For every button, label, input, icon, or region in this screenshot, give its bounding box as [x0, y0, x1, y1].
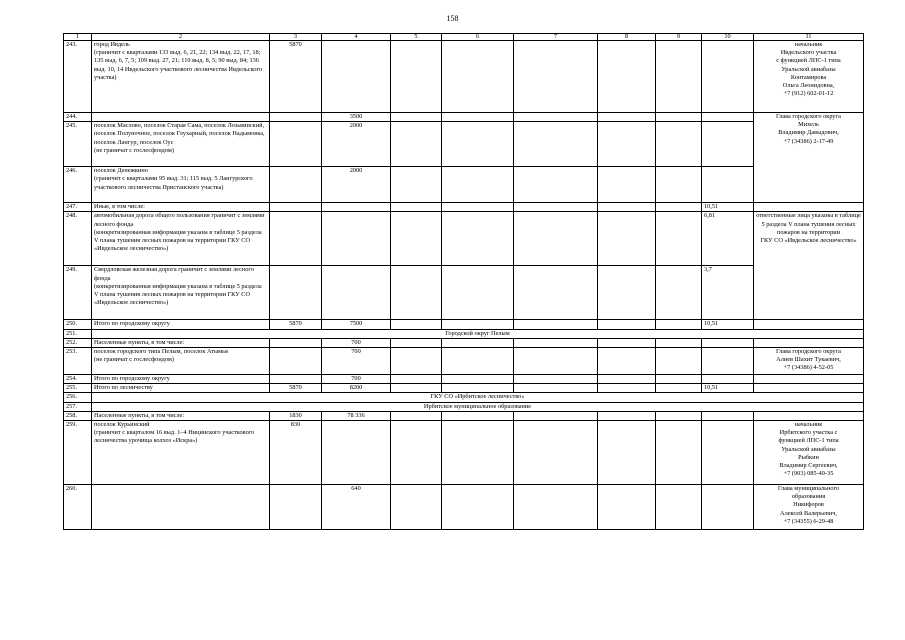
- header-cell: 9: [656, 34, 702, 41]
- row-number-cell: 249.: [64, 266, 92, 320]
- column-7-cell: [514, 212, 598, 266]
- column-6-cell: [442, 485, 514, 530]
- column-4-cell: [322, 266, 391, 320]
- column-3-cell: [270, 348, 322, 375]
- header-cell: 3: [270, 34, 322, 41]
- contact-person-cell: Глава городского округа Алиев Шахит Тукаевич, +7 (34386) 4-52-05: [754, 348, 864, 375]
- header-cell: 6: [442, 34, 514, 41]
- header-cell: 4: [322, 34, 391, 41]
- column-8-cell: [598, 485, 656, 530]
- territory-name-cell: Населенные пункты, в том числе:: [92, 338, 270, 347]
- table-row: [64, 338, 864, 347]
- column-4-cell: [322, 203, 391, 212]
- territory-name-cell: [92, 113, 270, 122]
- column-6-cell: [442, 375, 514, 384]
- territory-name-cell: Итого по городскому округу: [92, 375, 270, 384]
- column-5-cell: [391, 485, 442, 530]
- column-6-cell: [442, 338, 514, 347]
- section-title-cell: ГКУ СО «Ирбитское лесничество»: [92, 393, 864, 402]
- column-6-cell: [442, 411, 514, 420]
- column-9-cell: [656, 122, 702, 167]
- territory-name-cell: автомобильная дорога общего пользования граничит с землями лесного фонда (конкретизированная информация указана в таблице 5 раздела V плана тушения лесных пожаров на территории ГКУ СО «Ивдельское лесничество»): [92, 212, 270, 266]
- column-4-cell: 700: [322, 375, 391, 384]
- column-10-cell: 10,51: [702, 203, 754, 212]
- table-row: [64, 485, 864, 530]
- column-10-cell: [702, 375, 754, 384]
- column-4-cell: 8200: [322, 384, 391, 393]
- column-10-cell: 10,51: [702, 384, 754, 393]
- territory-name-cell: [92, 485, 270, 530]
- column-4-cell: 640: [322, 485, 391, 530]
- column-7-cell: [514, 167, 598, 203]
- column-3-cell: [270, 375, 322, 384]
- territory-name-cell: поселок Курьинский (граничит с кварталом 16 выд. 1–4 Ницинского участкового лесничества урочища колхоз «Искра»): [92, 421, 270, 485]
- table-row: [64, 113, 864, 122]
- section-title-cell: Городской округ Пелым: [92, 329, 864, 338]
- table-row: [64, 375, 864, 384]
- column-9-cell: [656, 41, 702, 113]
- column-3-cell: [270, 212, 322, 266]
- column-8-cell: [598, 375, 656, 384]
- column-9-cell: [656, 375, 702, 384]
- column-5-cell: [391, 122, 442, 167]
- header-row: [64, 34, 864, 41]
- column-9-cell: [656, 485, 702, 530]
- column-8-cell: [598, 338, 656, 347]
- row-number-cell: 255.: [64, 384, 92, 393]
- column-10-cell: [702, 411, 754, 420]
- territory-name-cell: поселок городского типа Пелым, поселок Атымья (не граничат с гослесфондом): [92, 348, 270, 375]
- column-6-cell: [442, 348, 514, 375]
- column-4-cell: 3500: [322, 113, 391, 122]
- row-number-cell: 250.: [64, 320, 92, 329]
- territory-name-cell: город Ивдель (граничит с кварталами 133 выд. 6, 21, 22; 134 выд. 22, 17, 18; 135 выд. 6, 7, 5; 109 выд. 27, 21; 110 выд. 8, 5; 90 выд. 84; 136 выд. 10, 14 Ивдельского участкового лесничества Ивдельского участка): [92, 41, 270, 113]
- header-cell: 2: [92, 34, 270, 41]
- column-7-cell: [514, 375, 598, 384]
- column-9-cell: [656, 411, 702, 420]
- row-number-cell: 253.: [64, 348, 92, 375]
- row-number-cell: 243.: [64, 41, 92, 113]
- table-row: [64, 203, 864, 212]
- column-8-cell: [598, 320, 656, 329]
- row-number-cell: 251.: [64, 329, 92, 338]
- column-8-cell: [598, 384, 656, 393]
- column-3-cell: [270, 266, 322, 320]
- column-9-cell: [656, 421, 702, 485]
- column-4-cell: 700: [322, 338, 391, 347]
- row-number-cell: 257.: [64, 402, 92, 411]
- column-9-cell: [656, 384, 702, 393]
- column-10-cell: 3,7: [702, 266, 754, 320]
- contact-person-cell: начальник Ирбитского участка с функцией ЛПС-1 типа Уральской авиабазы Рыбкин Владимир Сергеевич, +7 (903) 085-49-35: [754, 421, 864, 485]
- column-10-cell: [702, 41, 754, 113]
- column-5-cell: [391, 203, 442, 212]
- column-11-cell: [754, 384, 864, 393]
- column-8-cell: [598, 167, 656, 203]
- page-number: 158: [446, 14, 459, 23]
- column-7-cell: [514, 122, 598, 167]
- column-3-cell: [270, 167, 322, 203]
- column-8-cell: [598, 122, 656, 167]
- column-5-cell: [391, 167, 442, 203]
- column-3-cell: 5870: [270, 384, 322, 393]
- column-10-cell: [702, 348, 754, 375]
- column-10-cell: [702, 122, 754, 167]
- column-6-cell: [442, 113, 514, 122]
- column-8-cell: [598, 212, 656, 266]
- row-number-cell: 245.: [64, 122, 92, 167]
- row-number-cell: 248.: [64, 212, 92, 266]
- column-11-cell: [754, 203, 864, 212]
- header-cell: 1: [64, 34, 92, 41]
- column-4-cell: [322, 212, 391, 266]
- table-row: [64, 402, 864, 411]
- column-9-cell: [656, 113, 702, 122]
- column-3-cell: [270, 203, 322, 212]
- column-6-cell: [442, 167, 514, 203]
- column-11-cell: [754, 411, 864, 420]
- column-5-cell: [391, 320, 442, 329]
- column-8-cell: [598, 203, 656, 212]
- row-number-cell: 256.: [64, 393, 92, 402]
- table-row: [64, 329, 864, 338]
- header-cell: 5: [391, 34, 442, 41]
- column-9-cell: [656, 320, 702, 329]
- territory-name-cell: Итого по лесничеству: [92, 384, 270, 393]
- column-3-cell: [270, 485, 322, 530]
- column-5-cell: [391, 384, 442, 393]
- table-row: [64, 384, 864, 393]
- column-7-cell: [514, 203, 598, 212]
- column-10-cell: 10,51: [702, 320, 754, 329]
- column-3-cell: 1830: [270, 411, 322, 420]
- column-5-cell: [391, 41, 442, 113]
- column-5-cell: [391, 348, 442, 375]
- column-9-cell: [656, 203, 702, 212]
- table-row: [64, 411, 864, 420]
- column-10-cell: 6,81: [702, 212, 754, 266]
- column-7-cell: [514, 348, 598, 375]
- table-row: [64, 122, 864, 167]
- column-7-cell: [514, 421, 598, 485]
- column-10-cell: [702, 485, 754, 530]
- territory-name-cell: поселок Денежкино (граничит с кварталами 95 выд. 31; 115 выд. 5 Лангурского участкового лесничества Пристанского участка): [92, 167, 270, 203]
- column-5-cell: [391, 421, 442, 485]
- column-8-cell: [598, 411, 656, 420]
- row-number-cell: 252.: [64, 338, 92, 347]
- row-number-cell: 244.: [64, 113, 92, 122]
- column-3-cell: [270, 338, 322, 347]
- column-6-cell: [442, 320, 514, 329]
- column-8-cell: [598, 421, 656, 485]
- column-5-cell: [391, 266, 442, 320]
- header-cell: 11: [754, 34, 864, 41]
- table-row: [64, 421, 864, 485]
- table-row: [64, 348, 864, 375]
- territory-name-cell: Свердловская железная дорога граничит с землями лесного фонда (конкретизированная информация указана в таблице 5 раздела V плана тушения лесных пожаров на территории ГКУ СО «Ивдельское лесничество»): [92, 266, 270, 320]
- column-4-cell: [322, 421, 391, 485]
- column-4-cell: 7500: [322, 320, 391, 329]
- column-10-cell: [702, 113, 754, 122]
- column-8-cell: [598, 41, 656, 113]
- column-9-cell: [656, 212, 702, 266]
- contact-person-cell: Глава городского округа Михель Владимир Давыдович, +7 (34386) 2-17-49: [754, 113, 864, 203]
- column-6-cell: [442, 266, 514, 320]
- table-row: [64, 212, 864, 266]
- column-6-cell: [442, 421, 514, 485]
- column-7-cell: [514, 411, 598, 420]
- column-7-cell: [514, 485, 598, 530]
- row-number-cell: 258.: [64, 411, 92, 420]
- row-number-cell: 260.: [64, 485, 92, 530]
- contact-person-cell: ответственные лица указаны в таблице 5 раздела V плана тушения лесных пожаров на территории ГКУ СО «Ивдельское лесничество»: [754, 212, 864, 320]
- column-7-cell: [514, 338, 598, 347]
- column-8-cell: [598, 113, 656, 122]
- table-row: [64, 266, 864, 320]
- row-number-cell: 254.: [64, 375, 92, 384]
- column-11-cell: [754, 338, 864, 347]
- contact-person-cell: Глава муниципального образования Никифоров Алексей Валерьевич, +7 (34355) 6-29-48: [754, 485, 864, 530]
- row-number-cell: 246.: [64, 167, 92, 203]
- section-title-cell: Ирбитское муниципальное образование: [92, 402, 864, 411]
- header-cell: 8: [598, 34, 656, 41]
- table-row: [64, 320, 864, 329]
- column-10-cell: [702, 167, 754, 203]
- column-4-cell: 2000: [322, 167, 391, 203]
- column-9-cell: [656, 338, 702, 347]
- forest-fire-table: [63, 33, 864, 530]
- column-9-cell: [656, 348, 702, 375]
- territory-name-cell: Населенные пункты, в том числе:: [92, 411, 270, 420]
- column-5-cell: [391, 411, 442, 420]
- column-8-cell: [598, 348, 656, 375]
- territory-name-cell: Иные, в том числе:: [92, 203, 270, 212]
- row-number-cell: 247.: [64, 203, 92, 212]
- header-cell: 10: [702, 34, 754, 41]
- column-9-cell: [656, 266, 702, 320]
- row-number-cell: 259.: [64, 421, 92, 485]
- column-5-cell: [391, 375, 442, 384]
- column-3-cell: 830: [270, 421, 322, 485]
- column-6-cell: [442, 384, 514, 393]
- table-row: [64, 167, 864, 203]
- column-6-cell: [442, 122, 514, 167]
- column-4-cell: 2000: [322, 122, 391, 167]
- column-4-cell: 700: [322, 348, 391, 375]
- column-7-cell: [514, 320, 598, 329]
- contact-person-cell: начальник Ивдельского участка с функцией ЛПС-1 типа Уральской авиабазы Контамирова Ольга Леонидовна, +7 (912) 602-01-12: [754, 41, 864, 113]
- column-3-cell: 5870: [270, 41, 322, 113]
- territory-name-cell: поселок Маслово, поселок Старая Сама, поселок Лозьвинский, поселок Полуночное, поселок Глухарный, поселок Надымовка, поселок Лангур, поселок Оус (не граничат с гослесфондом): [92, 122, 270, 167]
- column-8-cell: [598, 266, 656, 320]
- column-3-cell: 5870: [270, 320, 322, 329]
- column-3-cell: [270, 122, 322, 167]
- column-10-cell: [702, 338, 754, 347]
- header-cell: 7: [514, 34, 598, 41]
- column-7-cell: [514, 384, 598, 393]
- column-5-cell: [391, 113, 442, 122]
- column-10-cell: [702, 421, 754, 485]
- column-6-cell: [442, 212, 514, 266]
- column-4-cell: [322, 41, 391, 113]
- territory-name-cell: Итого по городскому округу: [92, 320, 270, 329]
- column-9-cell: [656, 167, 702, 203]
- column-4-cell: 78 336: [322, 411, 391, 420]
- column-6-cell: [442, 203, 514, 212]
- column-11-cell: [754, 320, 864, 329]
- column-7-cell: [514, 266, 598, 320]
- column-6-cell: [442, 41, 514, 113]
- table-row: [64, 393, 864, 402]
- column-5-cell: [391, 338, 442, 347]
- column-3-cell: [270, 113, 322, 122]
- column-7-cell: [514, 113, 598, 122]
- table-row: [64, 41, 864, 113]
- column-5-cell: [391, 212, 442, 266]
- column-11-cell: [754, 375, 864, 384]
- column-7-cell: [514, 41, 598, 113]
